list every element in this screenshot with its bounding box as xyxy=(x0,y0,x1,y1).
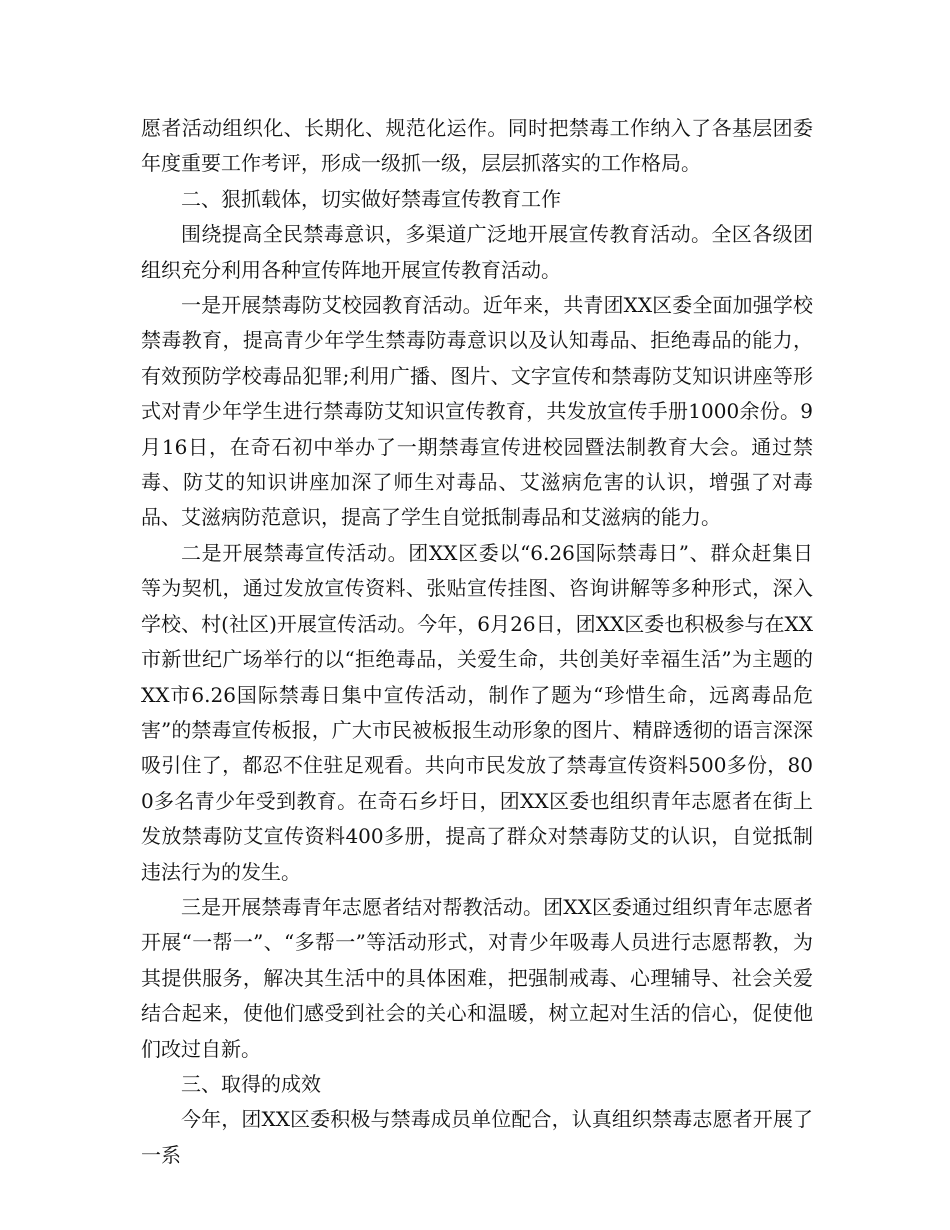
paragraph-continuation: 愿者活动组织化、长期化、规范化运作。同时把禁毒工作纳入了各基层团委年度重要工作考评，形成一级抓一级，层层抓落实的工作格局。 xyxy=(141,116,813,176)
document-body xyxy=(141,111,813,1173)
paragraph-volunteer-assistance: 三是开展禁毒青年志愿者结对帮教活动。团XX区委通过组织青年志愿者开展“一帮一”、“多帮一”等活动形式，对青少年吸毒人员进行志愿帮教，为其提供服务，解决其生活中的具体困难，把强制戒毒、心理辅导、社会关爱结合起来，使他们感受到社会的关心和温暖，树立起对生活的信心，促使他们改过自新。 xyxy=(141,894,813,1061)
paragraph-achievements: 今年，团XX区委积极与禁毒成员单位配合，认真组织禁毒志愿者开展了一系 xyxy=(141,1107,813,1167)
section-heading-2: 二、狠抓载体，切实做好禁毒宣传教育工作 xyxy=(181,186,561,211)
section-heading-3: 三、取得的成效 xyxy=(181,1071,321,1096)
paragraph-intro: 围绕提高全民禁毒意识，多渠道广泛地开展宣传教育活动。全区各级团组织充分利用各种宣传阵地开展宣传教育活动。 xyxy=(141,222,813,282)
paragraph-publicity-activities: 二是开展禁毒宣传活动。团XX区委以“6.26国际禁毒日”、群众赶集日等为契机，通过发放宣传资料、张贴宣传挂图、咨询讲解等多种形式，深入学校、村(社区)开展宣传活动。今年，6月26日，团XX区委也积极参与在XX市新世纪广场举行的以“拒绝毒品，关爱生命，共创美好幸福生活”为主题的XX市6.26国际禁毒日集中宣传活动，制作了题为“珍惜生命，远离毒品危害”的禁毒宣传板报，广大市民被板报生动形象的图片、精辟透彻的语言深深吸引住了，都忍不住驻足观看。共向市民发放了禁毒宣传资料500多份，800多名青少年受到教育。在奇石乡圩日，团XX区委也组织青年志愿者在街上发放禁毒防艾宣传资料400多册，提高了群众对禁毒防艾的认识，自觉抵制违法行为的发生。 xyxy=(141,540,813,884)
paragraph-campus-education: 一是开展禁毒防艾校园教育活动。近年来，共青团XX区委全面加强学校禁毒教育，提高青少年学生禁毒防毒意识以及认知毒品、拒绝毒品的能力，有效预防学校毒品犯罪;利用广播、图片、文字宣传和禁毒防艾知识讲座等形式对青少年学生进行禁毒防艾知识宣传教育，共发放宣传手册1000余份。9月16日，在奇石初中举办了一期禁毒宣传进校园暨法制教育大会。通过禁毒、防艾的知识讲座加深了师生对毒品、艾滋病危害的认识，增强了对毒品、艾滋病防范意识，提高了学生自觉抵制毒品和艾滋病的能力。 xyxy=(141,293,813,530)
